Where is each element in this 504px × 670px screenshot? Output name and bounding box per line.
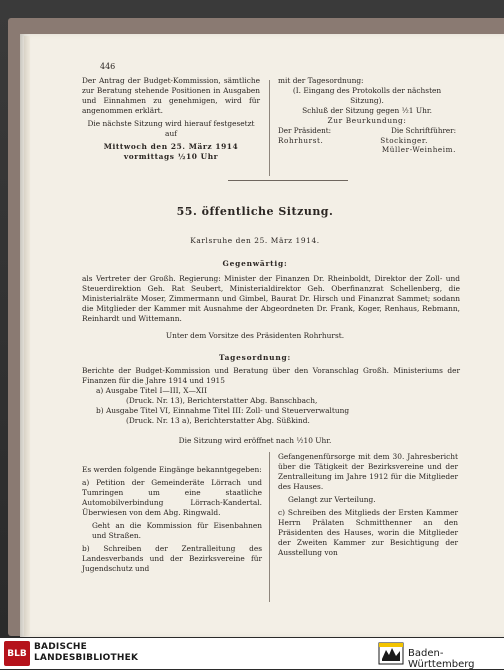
agenda-block	[82, 366, 460, 426]
closing-line: Schluß der Sitzung gegen ½1 Uhr.	[302, 105, 432, 115]
top-left-column	[82, 76, 260, 165]
bottom-right-column	[278, 452, 458, 561]
page-number: 446	[100, 62, 116, 71]
section-rule	[228, 180, 348, 181]
blb-wordmark[interactable]	[34, 642, 138, 664]
signature-table	[278, 126, 456, 155]
blb-line-2: LANDESBIBLIOTHEK	[34, 653, 139, 663]
column-divider-bottom	[269, 452, 270, 602]
next-session-line: Die nächste Sitzung wird hierauf festgesetzt auf	[87, 118, 255, 138]
present-heading: Gegenwärtig:	[222, 259, 288, 268]
opening-line: Die Sitzung wird eröffnet nach ½10 Uhr.	[178, 436, 332, 445]
letter-b-disposition: Gelangt zur Verteilung.	[288, 494, 376, 504]
motion-paragraph: Der Antrag der Budget-Kommission, sämtliche zur Beratung stehende Positionen in Ausgaben und Einnahmen zu genehmigen, wird für angenommen erklärt.	[82, 76, 260, 115]
agenda-item-b-ref: (Druck. Nr. 13 a), Berichterstatter Abg. Süßkind.	[126, 415, 310, 425]
president-label: Der Präsident:	[278, 125, 332, 135]
petition-a: a) Petition der Gemeinderäte Lörrach und Tumringen um eine staatliche Automobilverbindung Lörrach-Kandertal. Überwiesen von dem Abg. Ringwald.	[82, 477, 262, 517]
agenda-item-b: b) Ausgabe Titel VI, Einnahme Titel III: Zoll- und Steuerverwaltung	[96, 405, 350, 415]
petition-a-referral: Geht an die Kommission für Eisenbahnen und Straßen.	[92, 520, 262, 540]
section-title: 55. öffentliche Sitzung.	[176, 205, 334, 218]
top-right-column	[278, 76, 456, 155]
next-session-date: Mittwoch den 25. März 1914	[103, 141, 239, 151]
baden-wuerttemberg-crest-icon	[378, 641, 404, 666]
letter-b-continued: Gefangenenfürsorge mit dem 30. Jahresbericht über die Tätigkeit der Bezirksvereine und der Zentralleitung im Jahre 1912 für die Mitglieder des Hauses.	[278, 452, 458, 491]
blb-logo[interactable]: BLB	[4, 641, 30, 666]
place-date: Karlsruhe den 25. März 1914.	[190, 236, 320, 245]
blb-line-1: BADISCHE	[34, 642, 88, 652]
agenda-label: mit der Tagesordnung:	[278, 76, 364, 85]
secretary-1: Stockinger.	[380, 135, 429, 145]
agenda-intro: Berichte der Budget-Kommission und Beratung über den Voranschlag Großh. Ministeriums der Finanzen für die Jahre 1914 und 1915	[82, 366, 460, 385]
chair-line: Unter dem Vorsitze des Präsidenten Rohrhurst.	[165, 331, 345, 340]
secretaries-label: Die Schriftführer:	[391, 125, 456, 135]
agenda-item-a-ref: (Druck. Nr. 13), Berichterstatter Abg. Banschbach,	[126, 395, 318, 405]
letter-b: b) Schreiben der Zentralleitung des Landesverbands und der Bezirksvereine für Jugendschutz und	[82, 543, 262, 573]
agenda-heading: Tagesordnung:	[218, 353, 292, 362]
letter-c: c) Schreiben des Mitglieds der Ersten Kammer Herrn Prälaten Schmitthenner an den Präsidenten des Hauses, worin die Mitglieder der Zweiten Kammer zur Besichtigung der Ausstellung von	[278, 507, 458, 557]
present-text: als Vertreter der Großh. Regierung: Minister der Finanzen Dr. Rheinboldt, Direktor der Zoll- und Steuerdirektion Geh. Rat Seubert, Ministerialdirektor Geh. Oberfinanzrat Schellenberg, die Ministerialräte Moser, Zimmermann und Gimbel, Baurat Dr. Hirsch und Finanzrat Sammet; sodann die Mitglieder der Kammer mit Ausnahme der Abgeordneten Dr. Frank, Koger, Renhaus, Rebmann, Reinhardt und Wittemann.	[82, 274, 460, 323]
certification-label: Zur Beurkundung:	[327, 115, 407, 125]
secretary-2: Müller-Weinheim.	[381, 145, 456, 155]
bottom-left-column	[82, 465, 262, 577]
column-divider	[269, 80, 270, 176]
agenda-item: (I. Eingang des Protokolls der nächsten Sitzung).	[292, 85, 442, 105]
announcements-intro: Es werden folgende Eingänge bekanntgegeben:	[82, 465, 262, 474]
president-name: Rohrhurst.	[278, 135, 324, 145]
next-session-time: vormittags ½10 Uhr	[123, 151, 219, 161]
agenda-item-a: a) Ausgabe Titel I—III, X—XII	[96, 385, 207, 395]
page-content	[20, 34, 504, 637]
baden-wuerttemberg-label[interactable]: Baden-Württemberg	[408, 648, 475, 670]
